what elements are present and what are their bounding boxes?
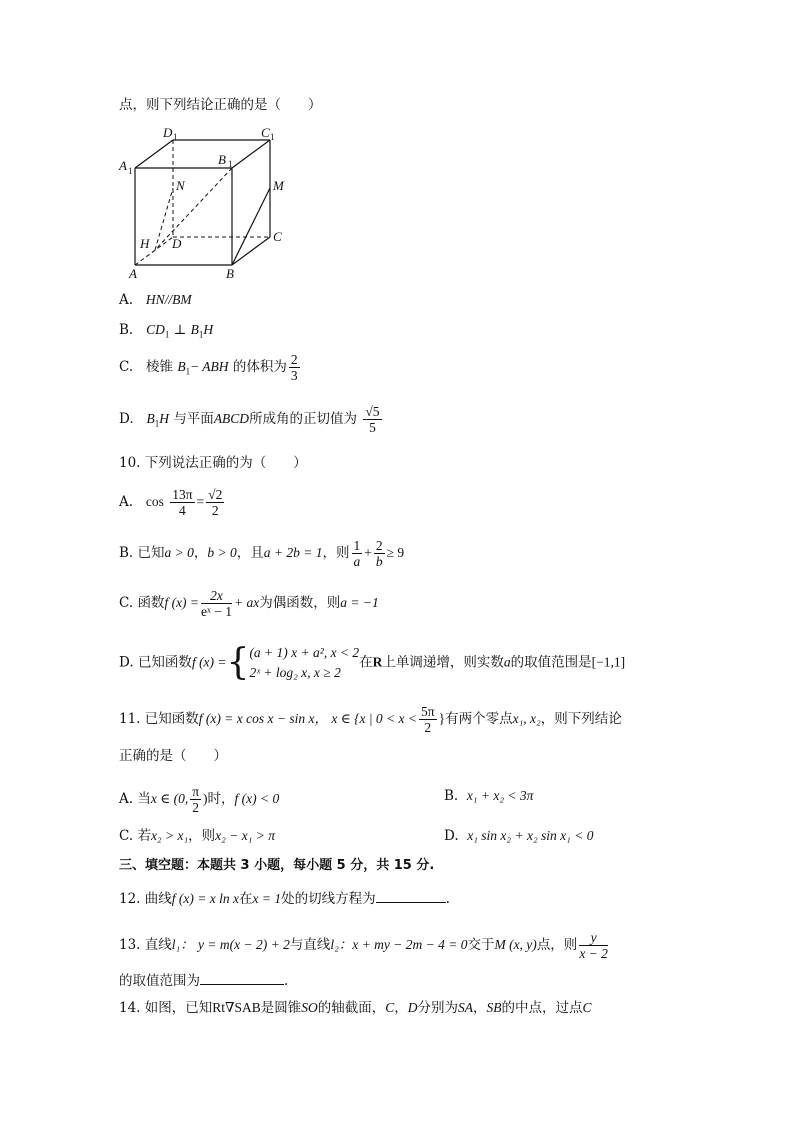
q11-option-b: B. x₁ + x₂ < 3π <box>444 788 534 804</box>
label-B: B <box>226 266 234 280</box>
q13-line1: 13. 直线l₁： y = m(x − 2) + 2与直线l₂：x + my − 2m − 4 = 0交于M (x, y)点，则 $\frac{y}{x - 2}$ <box>119 930 608 961</box>
q9-option-a: A. HN//BM <box>119 292 192 308</box>
section-3-heading: 三、填空题：本题共 3 小题，每小题 5 分，共 15 分. <box>119 858 435 873</box>
label-M: M <box>273 178 284 193</box>
q9-option-b: B. $CD_1$ ⊥ $B_1H$ <box>119 322 214 340</box>
label-C: C <box>273 229 282 244</box>
label-A: A <box>129 266 137 280</box>
q11-option-a: A. 当x ∈ (0, $\frac{\pi}{2}$ )时，f (x) < 0 <box>119 784 280 815</box>
svg-text:1: 1 <box>128 166 133 176</box>
label-A1: A <box>119 158 127 173</box>
svg-text:1: 1 <box>173 132 178 142</box>
cube-figure <box>115 120 295 280</box>
label-H: H <box>140 236 150 251</box>
q9-option-d: D. $B_1H$ 与平面ABCD所成角的正切值为 $\frac{√5}{5}$ <box>119 404 380 435</box>
q9-option-c: C. 棱锥 $B_1-$ ABH 的体积为 $\frac{2}{3}$ <box>119 352 298 383</box>
q10-option-d: D. 已知函数f (x) ={ (a + 1) x + a², x < 2 2ˣ + log₂ x, x ≥ 2 在R上单调递增，则实数a的取值范围是[−1,1] <box>119 642 626 683</box>
svg-text:1: 1 <box>270 132 275 142</box>
label-C1: C <box>261 125 270 140</box>
q9-intro: 点，则下列结论正确的是（ ） <box>119 97 322 113</box>
q10-option-b: B. 已知a > 0，b > 0，且a + 2b = 1，则 $\frac{1}{a}$ + $\frac{2}{b}$ ≥ 9 <box>119 538 405 569</box>
q11-option-c: C. 若x₂ > x₁，则x₂ − x₁ > π <box>119 828 276 844</box>
q11-line2: 正确的是（ ） <box>119 748 227 764</box>
q13-line2: 的取值范围为 . <box>119 970 288 991</box>
label-N: N <box>176 178 185 193</box>
q10-option-c: C. 函数f (x) = $\frac{2x}{\text{eˣ − 1}}$ + ax为偶函数，则a = −1 <box>119 588 379 619</box>
svg-text:1: 1 <box>228 159 233 169</box>
q10-title: 10. 下列说法正确的为（ ） <box>119 455 307 471</box>
q12: 12. 曲线f (x) = x ln x在x = 1处的切线方程为 . <box>119 888 450 909</box>
q10-option-a: A. cos $\frac{13\pi}{4}$ = $\frac{√2}{2}$ <box>119 487 223 518</box>
q12-answer-blank <box>376 888 446 903</box>
label-D: D <box>172 236 182 251</box>
q11-line1: 11. 已知函数f (x) = x cos x − sin x， x ∈ {x | 0 < x < $\frac{5\pi}{2}$ }有两个零点x₁, x₂，则下列结论 <box>119 704 622 735</box>
q11-option-d: D. x₁ sin x₂ + x₂ sin x₁ < 0 <box>444 828 594 844</box>
q13-answer-blank <box>200 970 284 985</box>
label-B1: B <box>218 152 226 167</box>
label-D1: D <box>163 125 173 140</box>
q14: 14. 如图，已知Rt∇SAB是圆锥SO的轴截面，C，D分别为SA，SB的中点，过点C <box>119 1000 592 1016</box>
